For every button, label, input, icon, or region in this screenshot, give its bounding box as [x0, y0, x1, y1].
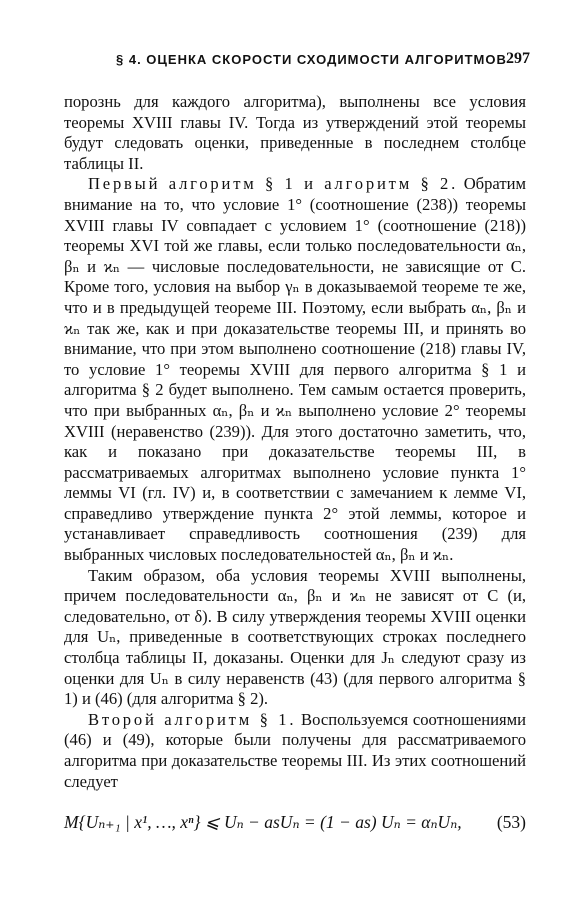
equation-53 — [64, 812, 526, 833]
paragraph-4 — [64, 710, 526, 792]
paragraph-1: порознь для каждого алгоритма), выполнены все условия теоремы XVIII главы IV. Тогда из утверждений этой теоремы будут следовать оценки, приведенные в последнем столбце таблицы II. — [64, 92, 526, 173]
page-number: 297 — [506, 50, 530, 67]
running-header — [64, 50, 530, 74]
paragraph-2-text: Обратим внимание на то, что условие 1° (соотношение (238)) теоремы XVIII главы IV совпадает с условием 1° (соотношение (218)) теоремы XVI той же главы, если только последовательности αₙ, βₙ и ϰₙ — числовые последовательности, не зависящие от C. Кроме того, условия на выбор γₙ в доказываемой теореме те же, что и в предыдущей теореме III. Поэтому, если выбрать αₙ, βₙ и ϰₙ так же, как и при доказательстве теоремы III, и принять во внимание, что при этом выполнено соотношение (218) главы IV, то условие 1° теоремы XVIII для первого алгоритма § 1 и алгоритма § 2 будет выполнено. Тем самым остается проверить, что при выбранных αₙ, βₙ и ϰₙ выполнено условие 2° теоремы XVIII (неравенство (239)). Для этого достаточно заметить, что, как и показано при доказательстве теоремы III, в рассматриваемых алгоритмах выполнено условие пункта 1° леммы VI (гл. IV) и, в соответствии с замечанием к лемме VI, справедливо утверждение пункта 2° этой леммы, которое и устанавливает справедливость соотношения (239) для выбранных числовых последовательностей αₙ, βₙ и ϰₙ. — [64, 174, 526, 565]
header-title: § 4. ОЦЕНКА СКОРОСТИ СХОДИМОСТИ АЛГОРИТМОВ — [116, 52, 507, 67]
equation-number: (53) — [496, 812, 526, 833]
equation-body: M{Uₙ₊₁ | x¹, …, xⁿ} ⩽ Uₙ − asUₙ = (1 − as) Uₙ = αₙUₙ, — [64, 812, 462, 833]
paragraph-4-text: Воспользуемся соотношениями (46) и (49), которые были получены для рассматриваемого алгоритма при доказательстве теоремы III. Из этих соотношений следует — [64, 709, 526, 791]
text-body — [64, 92, 526, 833]
paragraph-2 — [64, 174, 526, 565]
paragraph-2-lead: Первый алгоритм § 1 и алгоритм § 2. — [88, 174, 459, 194]
paragraph-3: Таким образом, оба условия теоремы XVIII выполнены, причем последовательности αₙ, βₙ и ϰₙ не зависят от C (и, следовательно, от δ). В силу утверждения теоремы XVIII оценки для Uₙ, приведенные в соответствующих строках последнего столбца таблицы II, доказаны. Оценки для Jₙ следуют сразу из оценки для Uₙ в силу неравенств (43) (для первого алгоритма § 1) и (46) (для алгоритма § 2). — [64, 565, 526, 709]
paragraph-4-lead: Второй алгоритм § 1. — [88, 709, 297, 729]
